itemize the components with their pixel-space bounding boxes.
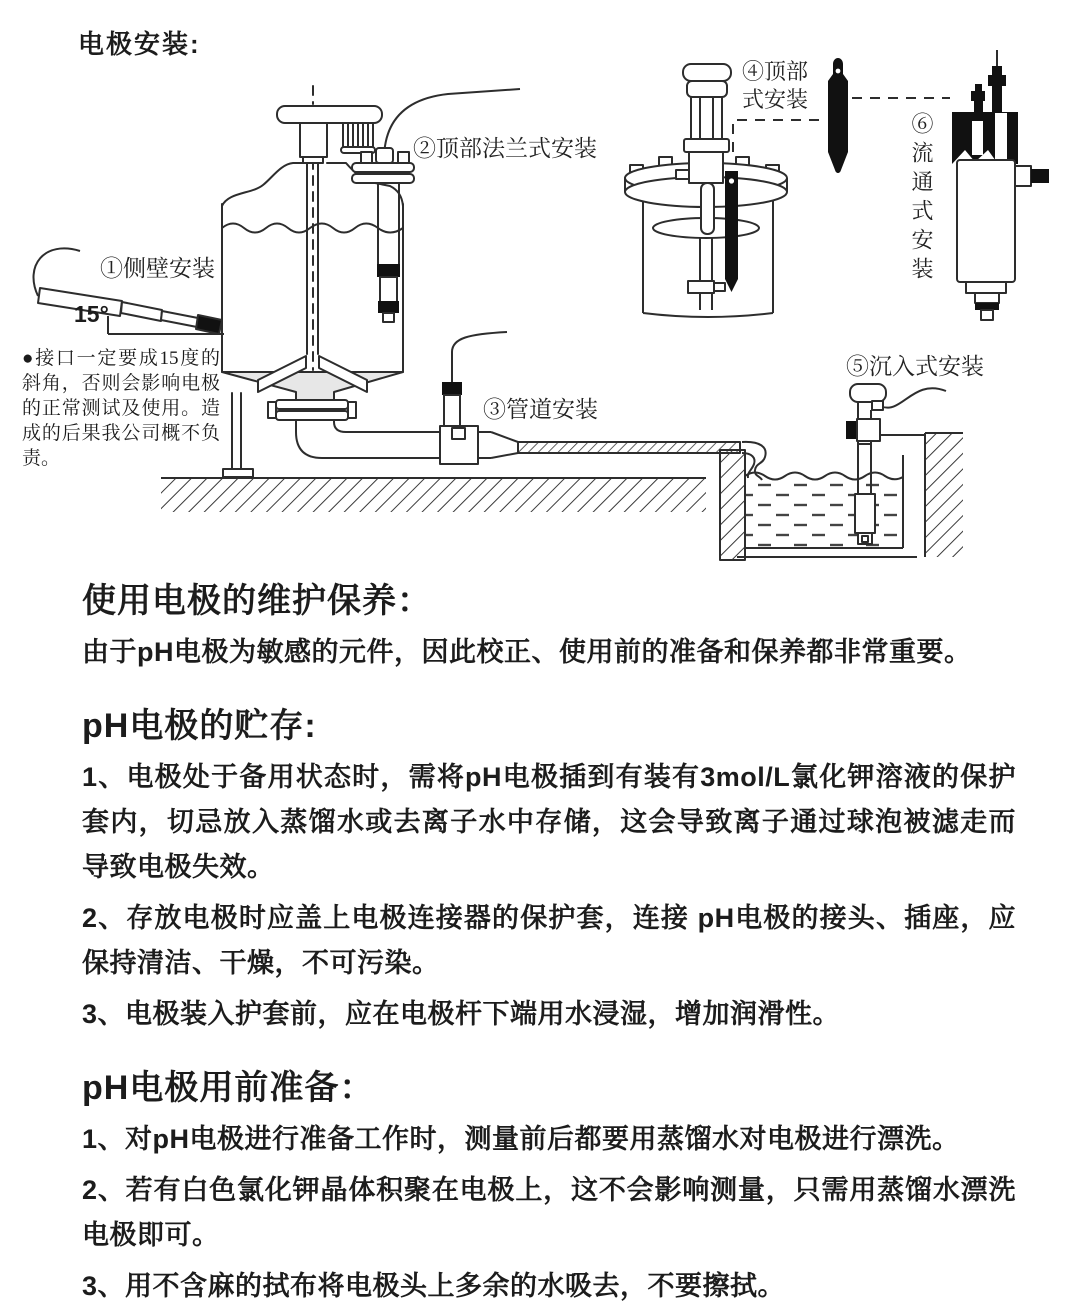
label-side-wall-install: ①侧壁安装 (100, 256, 215, 281)
flow-cell (952, 50, 1049, 320)
label-flow-through-install: ⑥流通式安装 (909, 112, 934, 286)
label-submerged-install: ⑤沉入式安装 (846, 354, 984, 379)
ground-hatch (161, 478, 706, 512)
label-top-mount-line2: 式安装 (742, 87, 809, 112)
installation-line-art (0, 0, 1080, 576)
label-pipeline-install: ③管道安装 (483, 397, 598, 422)
preparation-item-3: 3、用不含麻的拭布将电极头上多余的水吸去，不要擦拭。 (82, 1271, 786, 1301)
preparation-item-2: 2、若有白色氯化钾晶体积聚在电极上，这不会影响测量，只需用蒸馏水漂洗电极即可。 (82, 1175, 1016, 1250)
label-top-flange-install: ②顶部法兰式安装 (413, 136, 597, 161)
installation-warning-note: ●接口一定要成15度的斜角，否则会影响电极的正常测试及使用。造成的后果我公司概不负责。 (22, 348, 220, 469)
top-flange-electrode (352, 89, 520, 322)
label-top-mount-line1: ④顶部 (742, 59, 809, 84)
diagram-title: 电极安装: (78, 29, 201, 59)
heading-preparation: pH电极用前准备： (82, 1069, 375, 1107)
bottom-pipeline (296, 420, 766, 480)
installation-diagram (0, 0, 1080, 576)
heading-maintenance: 使用电极的维护保养： (82, 582, 432, 620)
heading-storage: pH电极的贮存: (82, 707, 317, 745)
maintenance-intro: 由于pH电极为敏感的元件，因此校正、使用前的准备和保养都非常重要。 (82, 637, 972, 667)
label-top-mount-install (742, 58, 840, 114)
storage-item-1: 1、电极处于备用状态时，需将pH电极插到有装有3mol/L氯化钾溶液的保护套内，切忌放入蒸馏水或去离子水中存储，这会导致离子通过球泡被滤走而导致电极失效。 (82, 762, 1016, 882)
preparation-item-1: 1、对pH电极进行准备工作时，测量前后都要用蒸馏水对电极进行漂洗。 (82, 1124, 960, 1154)
storage-item-3: 3、电极装入护套前，应在电极杆下端用水浸湿，增加润滑性。 (82, 999, 841, 1029)
storage-item-2: 2、存放电极时应盖上电极连接器的保护套，连接 pH电极的接头、插座，应保持清洁、干燥，不可污染。 (82, 903, 1016, 978)
reactor-tank (222, 86, 403, 477)
angle-15-label: 15° (74, 301, 109, 327)
submerged-basin (720, 433, 963, 560)
text-content (82, 578, 1016, 1309)
